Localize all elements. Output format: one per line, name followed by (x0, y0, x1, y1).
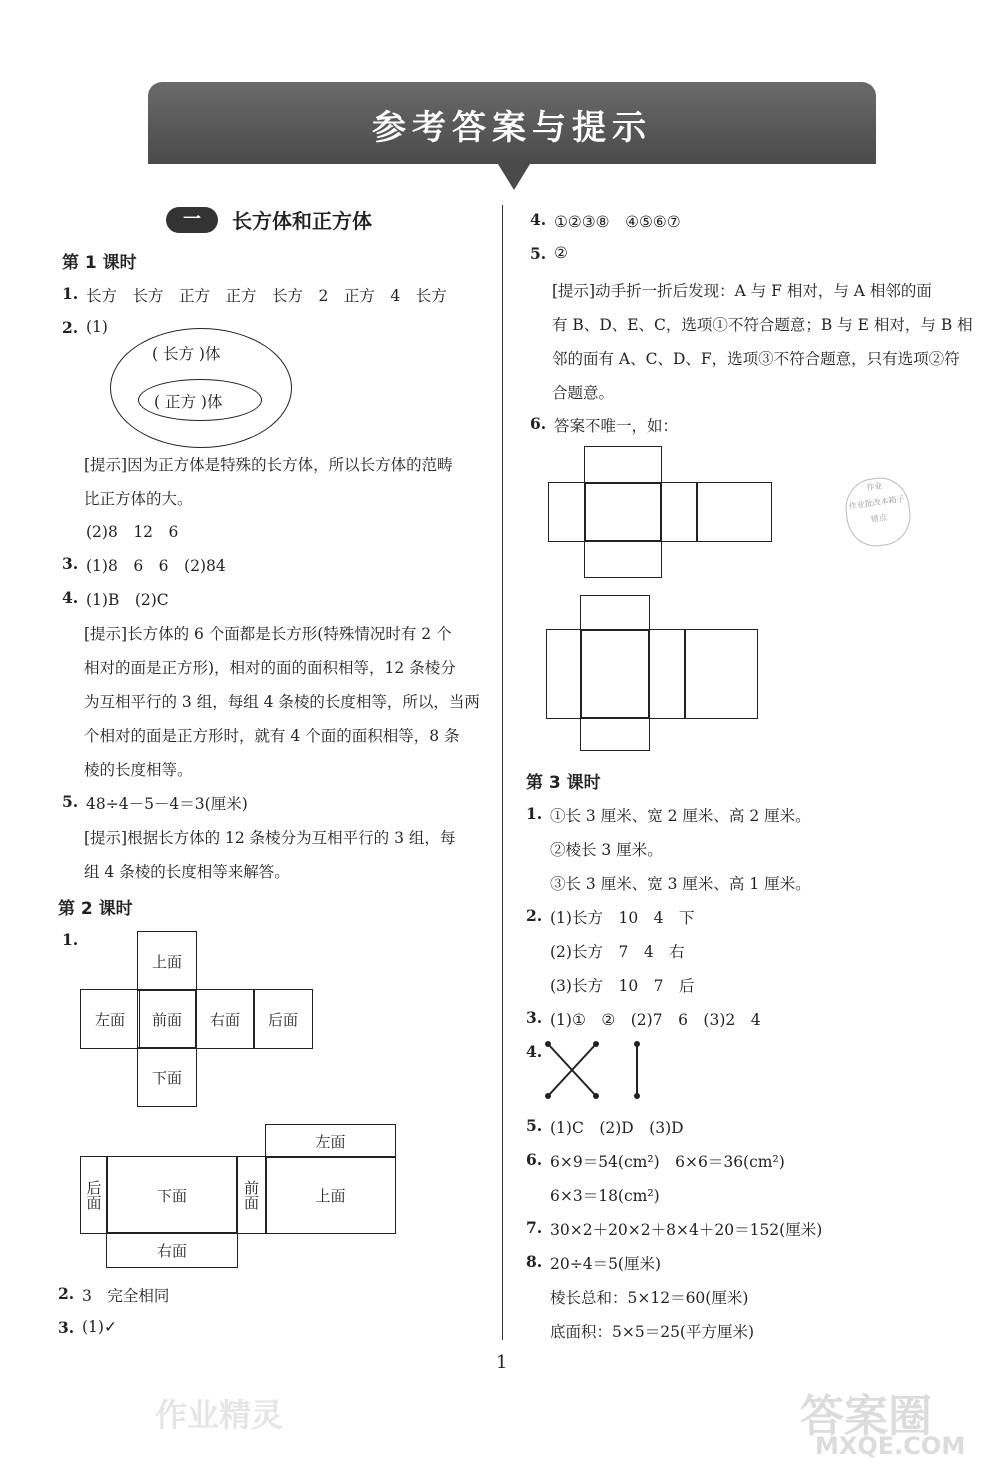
hint-text: 邻的面有 A、C、D、F，选项③不符合题意，只有选项②符 (552, 350, 960, 368)
hint-text: 相对的面是正方形)，相对的面的面积相等，12 条棱分 (84, 659, 456, 677)
question-number: 5. (526, 1116, 543, 1135)
chapter-title: 长方体和正方体 (232, 209, 372, 233)
hint-text: 合题意。 (552, 384, 615, 402)
question-number: 7. (526, 1218, 543, 1237)
question-number: 2. (62, 318, 79, 337)
answer-text: 30×2＋20×2＋8×4＋20＝152(厘米) (550, 1221, 823, 1239)
watermark-site: MXQE.COM (815, 1432, 966, 1460)
page-title: 参考答案与提示 (372, 108, 652, 148)
hint-text: [提示]长方体的 6 个面都是长方形(特殊情况时有 2 个 (84, 625, 452, 643)
question-number: 8. (526, 1252, 543, 1271)
column-divider (502, 205, 503, 1340)
hint-text: 组 4 条棱的长度相等来解答。 (84, 863, 290, 881)
answer-text: 长方 长方 正方 正方 长方 2 正方 4 长方 (86, 287, 447, 305)
question-number: 1. (526, 804, 543, 823)
netA-face (584, 446, 662, 484)
net-face-top: 上面 (137, 931, 197, 991)
answer-text: ①长 3 厘米、宽 2 厘米、高 2 厘米。 (550, 807, 811, 825)
question-number: 4. (526, 1042, 543, 1061)
answer-text: ①②③⑧ ④⑤⑥⑦ (554, 213, 681, 231)
answer-text: 底面积：5×5＝25(平方厘米) (550, 1323, 755, 1341)
hint-text: 棱的长度相等。 (84, 761, 193, 779)
question-number: 1. (62, 930, 79, 949)
question-number: 4. (62, 588, 79, 607)
answer-text: ②棱长 3 厘米。 (550, 841, 663, 859)
answer-text: 20÷4＝5(厘米) (550, 1255, 662, 1273)
section-title-1: 第 1 课时 (62, 253, 137, 273)
answer-text: (2)8 12 6 (86, 523, 179, 541)
stamp-logo: 作业 作业批改本箱子 错点 (842, 474, 915, 550)
answer-text: 6×9＝54(cm²) 6×6＝36(cm²) (550, 1153, 785, 1171)
hint-text: [提示]动手折一折后发现：A 与 F 相对，与 A 相邻的面 (552, 282, 932, 300)
question-number: 2. (526, 906, 543, 925)
net2-face-bottom: 下面 (106, 1156, 238, 1234)
question-number: 3. (58, 1318, 75, 1337)
answer-text: (2)长方 7 4 右 (550, 943, 685, 961)
header-banner (148, 82, 876, 164)
question-number: 6. (530, 414, 547, 433)
net2-face-front: 前面 (236, 1156, 267, 1234)
answer-text: ② (554, 244, 568, 262)
netB-face (684, 629, 758, 719)
answer-text: (1)8 6 6 (2)84 (86, 557, 226, 575)
net2-face-left: 左面 (265, 1124, 396, 1158)
hint-text: 比正方体的大。 (84, 490, 193, 508)
netB-face (580, 595, 650, 631)
answer-text: (3)长方 10 7 后 (550, 977, 695, 995)
net2-face-right: 右面 (106, 1232, 238, 1268)
matching-lines-diagram (540, 1036, 650, 1106)
answer-text: (1) (86, 318, 108, 336)
answer-text: 棱长总和：5×12＝60(厘米) (550, 1289, 749, 1307)
inner-ellipse-label: ( 正方 )体 (154, 393, 223, 411)
hint-text: 个相对的面是正方形时，就有 4 个面的面积相等，8 条 (84, 727, 460, 745)
watermark-bottom-right: 答案圈 (800, 1391, 932, 1442)
question-number: 5. (530, 244, 547, 263)
answer-text: 6×3＝18(cm²) (550, 1187, 660, 1205)
outer-ellipse-label: ( 长方 )体 (152, 345, 221, 363)
net-face-left: 左面 (80, 989, 140, 1049)
netB-face (546, 629, 582, 719)
answer-text: 3 完全相同 (82, 1287, 170, 1305)
hint-text: 为互相平行的 3 组，每组 4 条棱的长度相等，所以，当两 (84, 693, 480, 711)
question-number: 3. (62, 554, 79, 573)
netA-face (584, 482, 662, 542)
question-number: 2. (58, 1284, 75, 1303)
hint-text: [提示]因为正方体是特殊的长方体，所以长方体的范畴 (84, 456, 453, 474)
question-number: 6. (526, 1150, 543, 1169)
netB-face (580, 717, 650, 751)
net-face-bottom: 下面 (137, 1047, 197, 1107)
question-number: 5. (62, 792, 79, 811)
netA-face (696, 482, 772, 542)
netA-face (548, 482, 586, 542)
netA-face (660, 482, 698, 542)
section-title-2: 第 2 课时 (58, 899, 133, 919)
chapter-number: 一 (166, 207, 218, 233)
page-number: 1 (496, 1352, 508, 1373)
net2-face-back: 后面 (80, 1156, 108, 1234)
answer-text: ③长 3 厘米、宽 3 厘米、高 1 厘米。 (550, 875, 811, 893)
answer-text: (1)① ② (2)7 6 (3)2 4 (550, 1011, 761, 1029)
net-face-front: 前面 (137, 989, 197, 1049)
netB-face (580, 629, 650, 719)
watermark-bottom-left: 作业精灵 (155, 1396, 284, 1434)
answer-text: (1)B (2)C (86, 591, 169, 609)
hint-text: [提示]根据长方体的 12 条棱分为互相平行的 3 组，每 (84, 829, 456, 847)
section-title-3: 第 3 课时 (526, 773, 601, 793)
question-number: 4. (530, 210, 547, 229)
answer-text: (1)✓ (82, 1318, 117, 1336)
net2-face-top: 上面 (265, 1156, 396, 1234)
answer-text: (1)长方 10 4 下 (550, 909, 695, 927)
netA-face (584, 540, 662, 578)
answer-text: 答案不唯一，如： (554, 417, 679, 435)
question-number: 1. (62, 284, 79, 303)
net-face-back: 后面 (253, 989, 313, 1049)
net-face-right: 右面 (195, 989, 255, 1049)
answer-text: (1)C (2)D (3)D (550, 1119, 684, 1137)
answer-text: 48÷4－5－4＝3(厘米) (86, 795, 248, 813)
hint-text: 有 B、D、E、C，选项①不符合题意；B 与 E 相对，与 B 相 (552, 316, 973, 334)
netB-face (648, 629, 686, 719)
question-number: 3. (526, 1008, 543, 1027)
